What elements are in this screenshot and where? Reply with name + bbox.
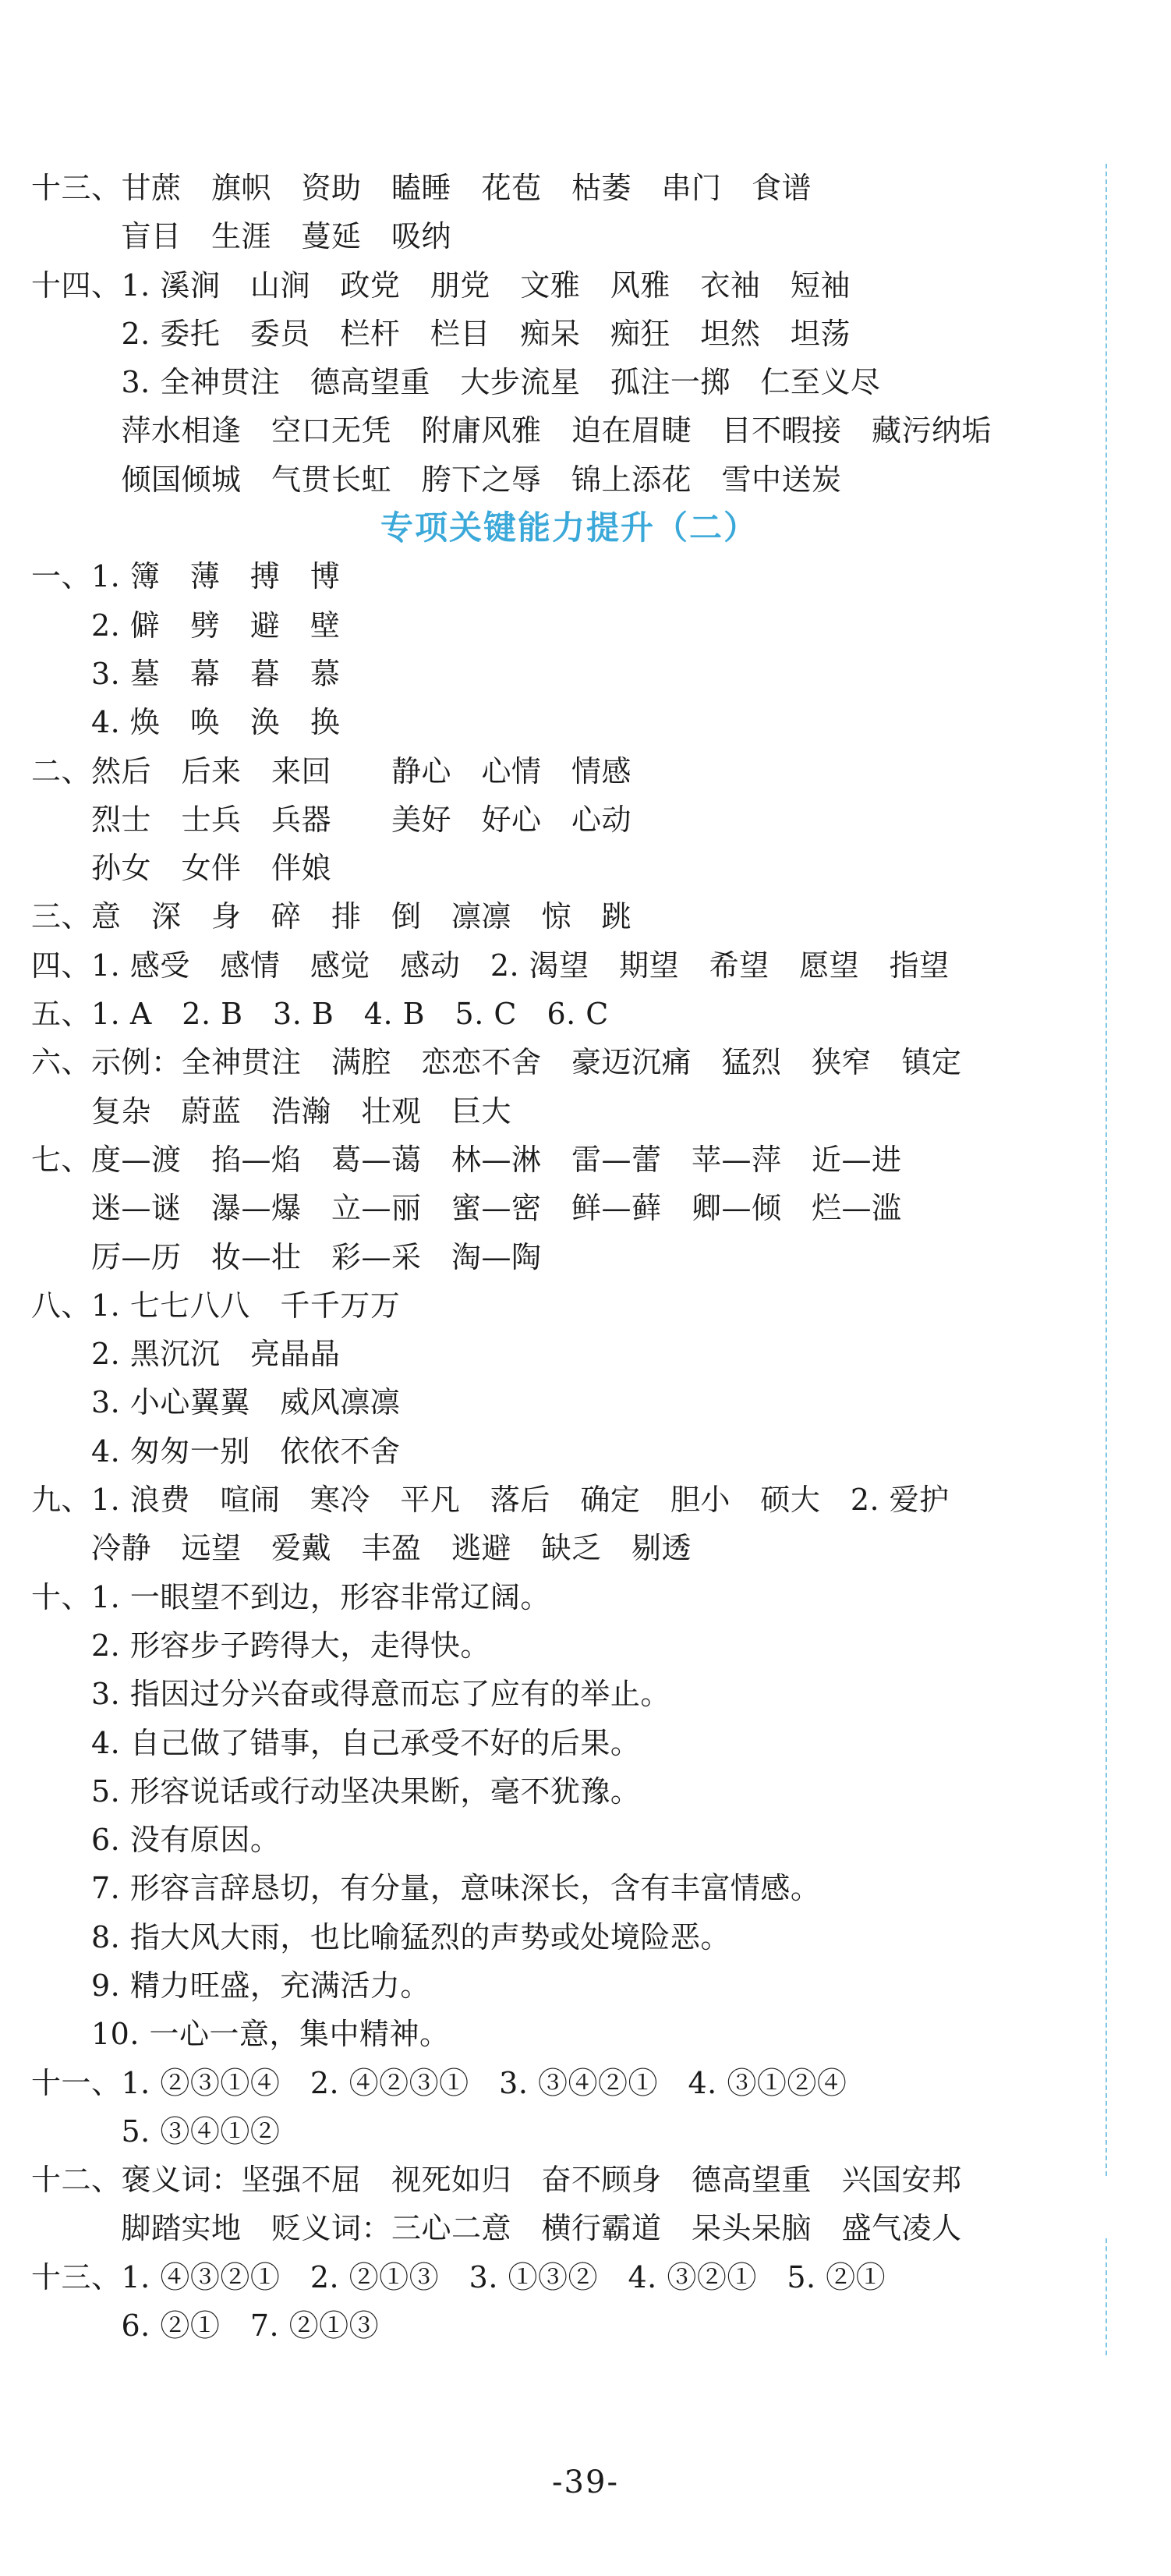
answer-line: 8. 指大风大雨，也比喻猛烈的声势或处境险恶。	[31, 1919, 731, 1954]
answer-line: 八、1. 七七八八 千千万万	[31, 1288, 401, 1323]
answer-line: 9. 精力旺盛，充满活力。	[31, 1968, 430, 2003]
answer-line: 十三、甘蔗 旗帜 资助 瞌睡 花苞 枯萎 串门 食谱	[31, 171, 812, 205]
answer-line: 2. 黑沉沉 亮晶晶	[31, 1337, 341, 1372]
answer-line: 萍水相逢 空口无凭 附庸风雅 迫在眉睫 目不暇接 藏污纳垢	[31, 413, 992, 448]
answer-line: 烈士 士兵 兵器 美好 好心 心动	[31, 802, 632, 837]
answer-line: 十三、1. ④③②① 2. ②①③ 3. ①③② 4. ③②① 5. ②①	[31, 2259, 886, 2294]
answer-line: 3. 墓 幕 暮 慕	[31, 656, 341, 691]
answer-line: 迷—谜 瀑—爆 立—丽 蜜—密 鲜—藓 卿—倾 烂—滥	[31, 1191, 902, 1226]
answer-line: 十二、褒义词：坚强不屈 视死如归 奋不顾身 德高望重 兴国安邦	[31, 2163, 962, 2198]
answer-line: 4. 匆匆一别 依依不舍	[31, 1433, 401, 1469]
answer-line: 2. 形容步子跨得大，走得快。	[31, 1628, 490, 1663]
answer-line: 孙女 女伴 伴娘	[31, 851, 332, 886]
page-number: -39-	[552, 2464, 619, 2500]
answer-line: 脚踏实地 贬义词：三心二意 横行霸道 呆头呆脑 盛气凌人	[31, 2211, 962, 2246]
answer-line: 复杂 蔚蓝 浩瀚 壮观 巨大	[31, 1093, 512, 1129]
answer-line: 5. 形容说话或行动坚决果断，毫不犹豫。	[31, 1773, 641, 1809]
answer-line: 倾国倾城 气贯长虹 胯下之辱 锦上添花 雪中送炭	[31, 462, 842, 497]
answer-line: 六、示例：全神贯注 满腔 恋恋不舍 豪迈沉痛 猛烈 狭窄 镇定	[31, 1045, 962, 1080]
answer-line: 3. 小心翼翼 威风凛凛	[31, 1385, 401, 1420]
answer-line: 厉—历 妆—壮 彩—采 淘—陶	[31, 1239, 542, 1274]
answer-line: 6. ②① 7. ②①③	[31, 2308, 380, 2344]
answer-line: 5. ③④①②	[31, 2114, 281, 2149]
answer-line: 七、度—渡 掐—焰 葛—蔼 林—淋 雷—蕾 苹—萍 近—进	[31, 1142, 902, 1177]
answer-line: 五、1. A 2. B 3. B 4. B 5. C 6. C	[31, 997, 609, 1032]
answer-line: 10. 一心一意，集中精神。	[31, 2017, 450, 2052]
answer-line: 4. 焕 唤 涣 换	[31, 705, 341, 740]
answer-line: 冷静 远望 爱戴 丰盈 逃避 缺乏 剔透	[31, 1531, 692, 1566]
answer-line: 2. 僻 劈 避 壁	[31, 608, 341, 643]
section-title: 专项关键能力提升（二）	[380, 508, 758, 547]
answer-line: 四、1. 感受 感情 感觉 感动 2. 渴望 期望 希望 愿望 指望	[31, 948, 950, 983]
answer-line: 十一、1. ②③①④ 2. ④②③① 3. ③④②① 4. ③①②④	[31, 2065, 847, 2100]
answer-line: 一、1. 簿 薄 搏 博	[31, 559, 341, 594]
answer-line: 三、意 深 身 碎 排 倒 凛凛 惊 跳	[31, 899, 632, 934]
answer-line: 6. 没有原因。	[31, 1823, 281, 1858]
answer-content	[31, 164, 1107, 2350]
answer-line: 4. 自己做了错事，自己承受不好的后果。	[31, 1725, 641, 1760]
answer-line: 盲目 生涯 蔓延 吸纳	[31, 219, 452, 254]
answer-line: 3. 全神贯注 德高望重 大步流星 孤注一掷 仁至义尽	[31, 365, 881, 400]
answer-line: 3. 指因过分兴奋或得意而忘了应有的举止。	[31, 1677, 670, 1712]
answer-line: 九、1. 浪费 喧闹 寒冷 平凡 落后 确定 胆小 硕大 2. 爱护	[31, 1483, 950, 1518]
answer-line: 2. 委托 委员 栏杆 栏目 痴呆 痴狂 坦然 坦荡	[31, 316, 851, 351]
answer-line: 二、然后 后来 来回 静心 心情 情感	[31, 753, 632, 788]
answer-line: 十、1. 一眼望不到边，形容非常辽阔。	[31, 1579, 550, 1614]
answer-line: 十四、1. 溪涧 山涧 政党 朋党 文雅 风雅 衣袖 短袖	[31, 268, 851, 303]
answer-line: 7. 形容言辞恳切，有分量，意味深长，含有丰富情感。	[31, 1871, 821, 1906]
